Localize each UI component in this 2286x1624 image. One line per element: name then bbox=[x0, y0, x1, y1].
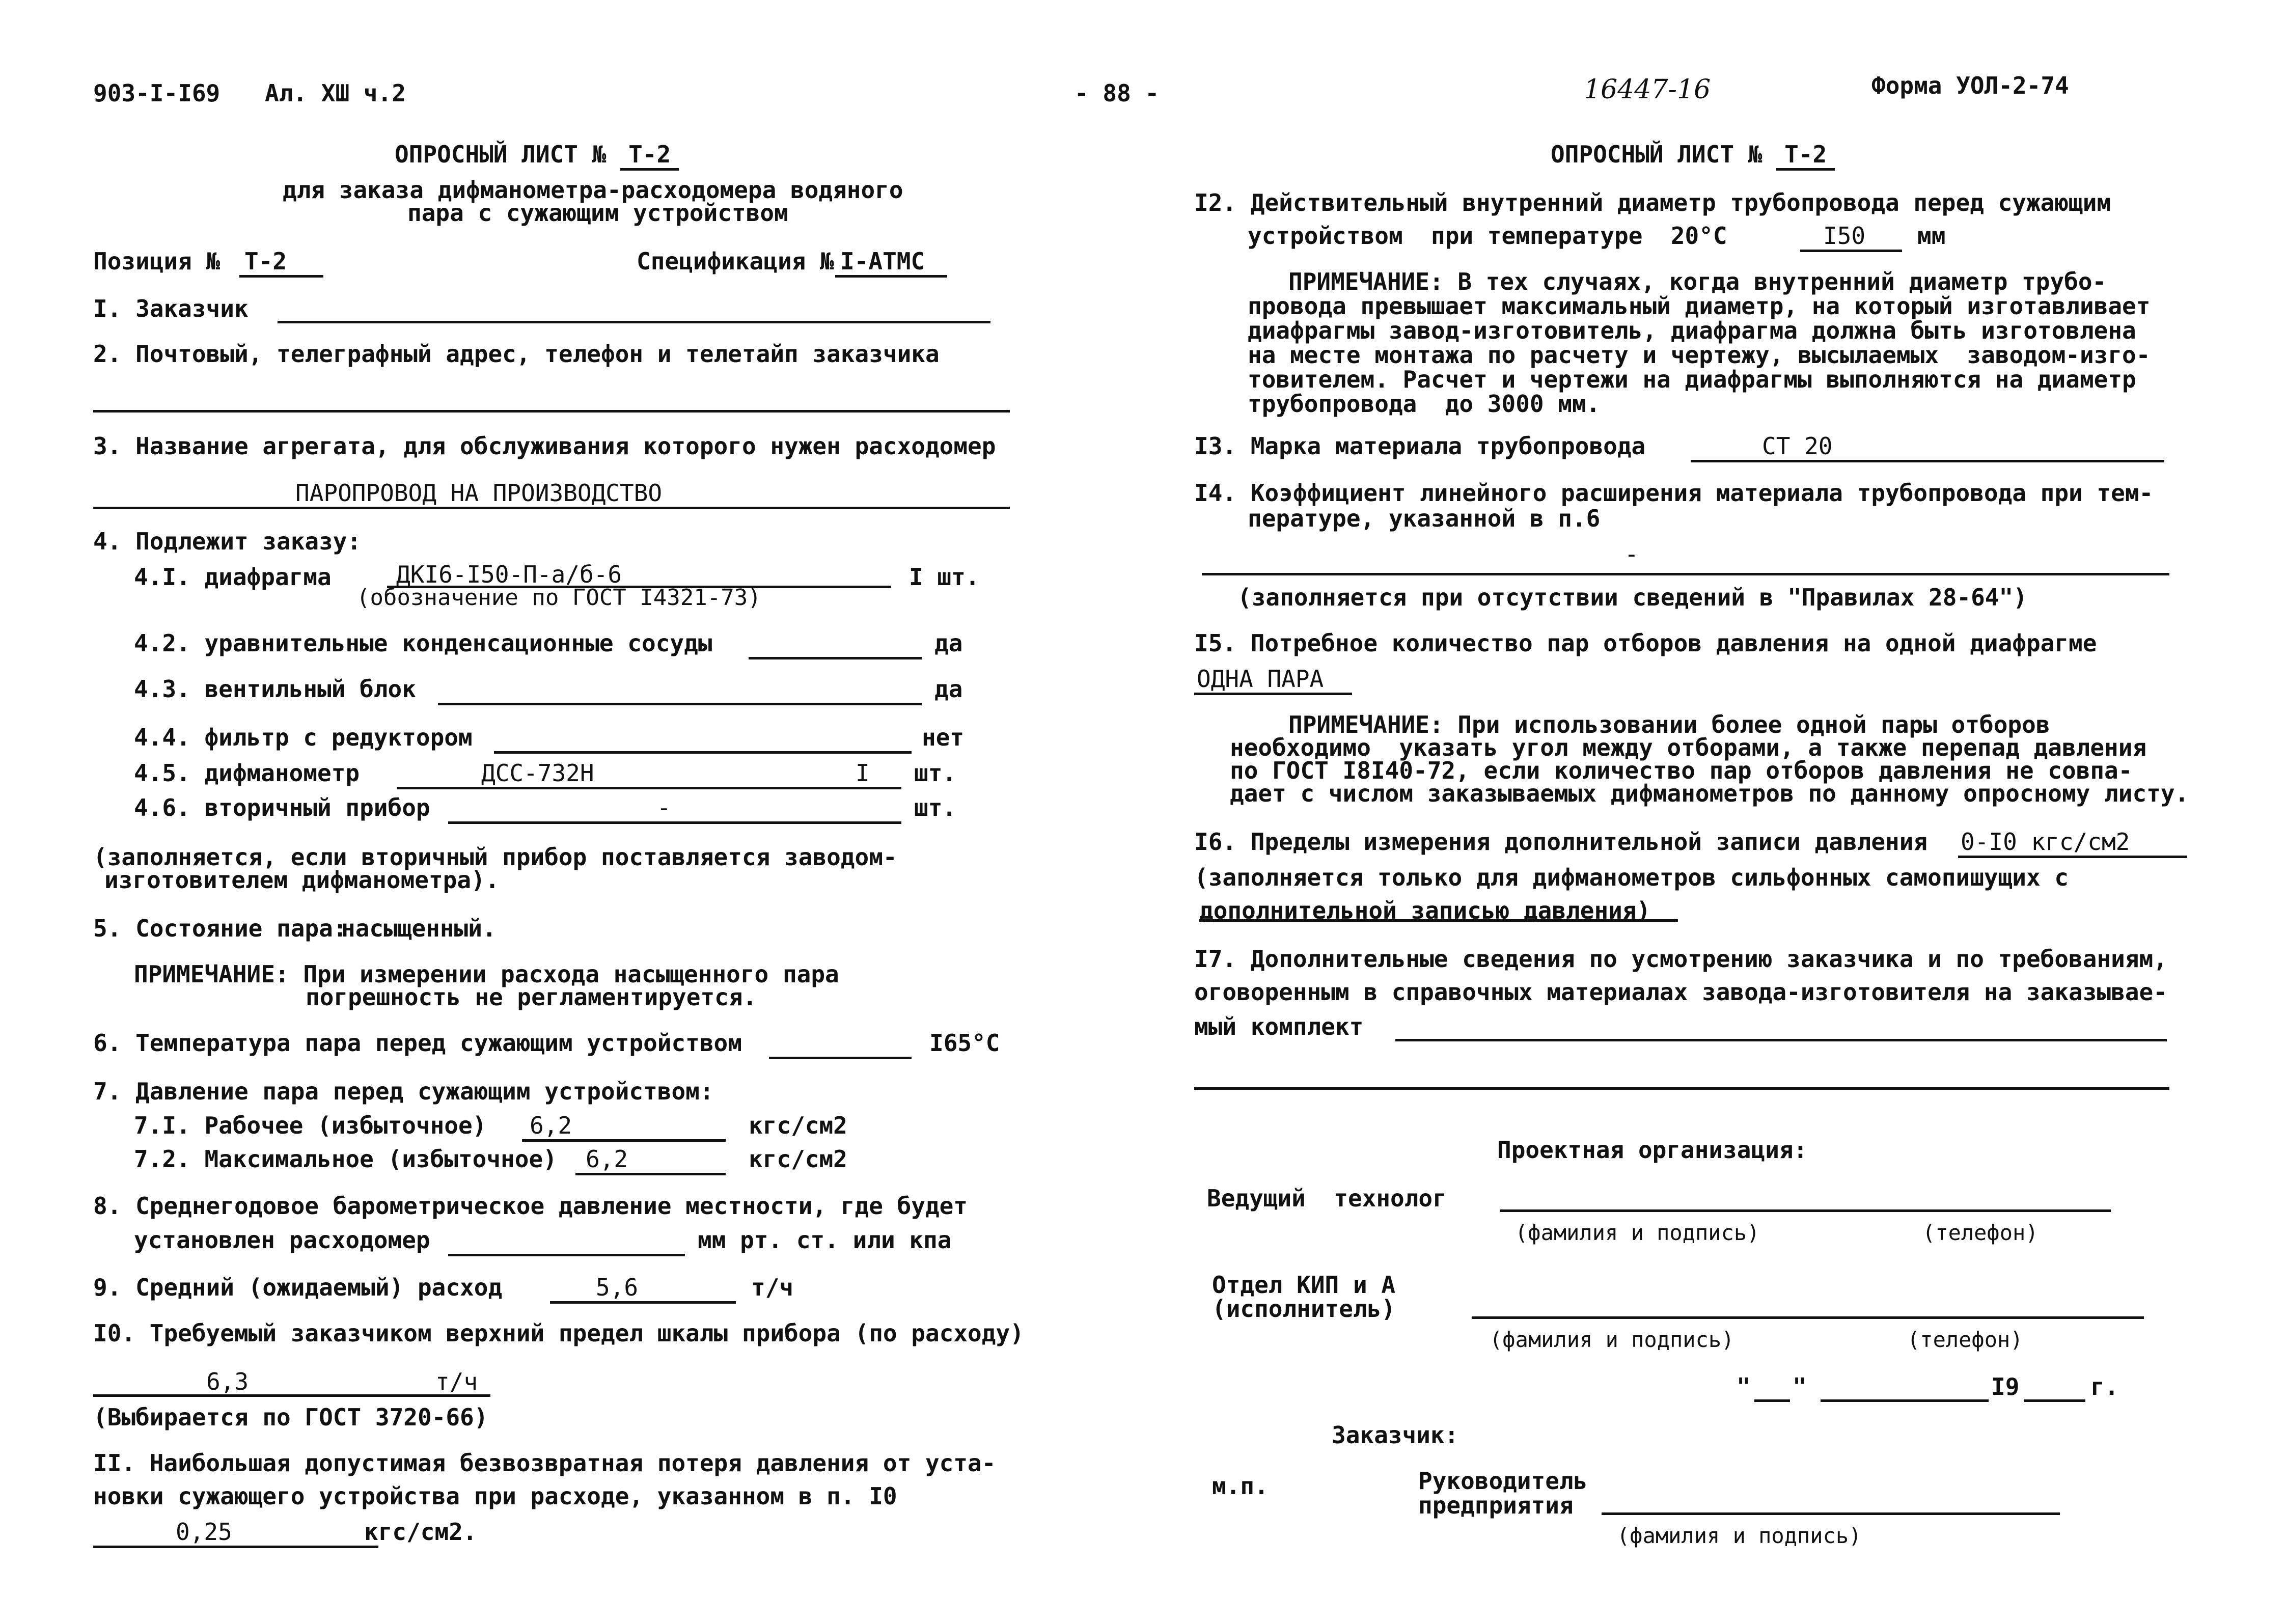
item-12-value: I50 bbox=[1823, 222, 1866, 250]
item-10-unit: т/ч bbox=[435, 1368, 478, 1395]
item-4-5-value: ДСС-732Н bbox=[481, 759, 594, 787]
spec-value: I-АТМС bbox=[840, 247, 925, 275]
item-4-order: 4. Подлежит заказу: bbox=[93, 528, 362, 555]
lead-tech-name-caption: (фамилия и подпись) bbox=[1515, 1220, 1760, 1245]
item-16-line bbox=[1958, 856, 2187, 858]
dept-phone-caption: (телефон) bbox=[1907, 1327, 2023, 1352]
item-16-note-underline bbox=[1199, 919, 1678, 922]
note-c-line-3: диафрагмы завод-изготовитель, диафрагма должна быть изготовлена bbox=[1248, 317, 2136, 344]
item-10-value: 6,3 bbox=[206, 1368, 249, 1395]
item-4-2-label: 4.2. уравнительные конденсационные сосуды bbox=[134, 629, 712, 657]
item-4-2-line bbox=[749, 657, 922, 659]
item-17-line-3: мый комплект bbox=[1194, 1013, 1364, 1040]
item-17-line bbox=[1395, 1039, 2167, 1041]
item-13-line bbox=[1691, 460, 2164, 462]
item-4-5-label: 4.5. дифманометр bbox=[134, 759, 360, 787]
note-c-line-4: на месте монтажа по расчету и чертежу, высылаемых заводом-изго- bbox=[1248, 341, 2151, 369]
item-1-customer: I. Заказчик bbox=[93, 295, 249, 322]
head-signature-caption: (фамилия и подпись) bbox=[1617, 1523, 1862, 1548]
item-4-3-label: 4.3. вентильный блок bbox=[134, 675, 416, 703]
item-14-value: - bbox=[1624, 540, 1639, 568]
item-4-1-note: (обозначение по ГОСТ I4321-73) bbox=[356, 585, 761, 611]
right-title bbox=[1551, 143, 1835, 166]
album-reference: Ал. XШ ч.2 bbox=[265, 79, 406, 107]
item-4-6-value: - bbox=[657, 794, 671, 821]
note-b-line-1: ПРИМЕЧАНИЕ: При измерении расхода насыщенного пара bbox=[134, 960, 839, 988]
item-2-line bbox=[93, 410, 1010, 412]
item-13-value: СТ 20 bbox=[1762, 432, 1833, 460]
customer-heading: Заказчик: bbox=[1332, 1421, 1459, 1449]
note-d-line-3: по ГОСТ I8I40-72, если количество пар отборов давления не совпа- bbox=[1230, 757, 2133, 784]
note-a-line-2: изготовителем дифманометра). bbox=[104, 866, 500, 894]
item-4-1-qty: I шт. bbox=[909, 563, 980, 591]
item-12-line-2: устройством при температуре 20°С bbox=[1248, 222, 1727, 250]
page-number: - 88 - bbox=[1075, 79, 1160, 107]
item-10-line bbox=[93, 1394, 490, 1397]
item-11-value: 0,25 bbox=[176, 1518, 232, 1546]
document-code: 903-I-I69 bbox=[93, 79, 221, 107]
dept-name-caption: (фамилия и подпись) bbox=[1490, 1327, 1734, 1352]
item-16-note-1: (заполняется только для дифманометров сильфонных самопишущих с bbox=[1194, 864, 2069, 891]
item-5-value: насыщенный. bbox=[341, 915, 497, 942]
design-org-heading: Проектная организация: bbox=[1497, 1136, 1808, 1164]
left-subtitle-2: пара с сужающим устройством bbox=[407, 199, 788, 227]
item-11-line-1: II. Наибольшая допустимая безвозвратная потеря давления от уста- bbox=[93, 1449, 996, 1477]
item-4-4-line bbox=[494, 751, 912, 754]
item-7-1-label: 7.I. Рабочее (избыточное) bbox=[134, 1112, 487, 1139]
item-4-1-label: 4.I. диафрагма bbox=[134, 563, 332, 591]
note-d-line-4: дает с числом заказываемых дифманометров по данному опросному листу. bbox=[1230, 780, 2189, 807]
stamp-place: м.п. bbox=[1212, 1472, 1269, 1500]
form-code: Форма УОЛ-2-74 bbox=[1871, 72, 2069, 99]
item-12-line-1: I2. Действительный внутренний диаметр трубопровода перед сужающим bbox=[1194, 189, 2111, 216]
dept-kip-role: (исполнитель) bbox=[1212, 1295, 1396, 1323]
left-title-number: Т-2 bbox=[620, 141, 679, 171]
date-year-prefix: I9 bbox=[1991, 1373, 2020, 1400]
item-8-line-1: 8. Среднегодовое барометрическое давление местности, где будет bbox=[93, 1192, 968, 1220]
item-4-1-value: ДКI6-I50-П-а/б-6 bbox=[396, 561, 622, 588]
right-title-label: ОПРОСНЫЙ ЛИСТ № bbox=[1551, 141, 1762, 168]
item-16-note-2: дополнительной записью давления) bbox=[1199, 897, 1651, 924]
head-label-2: предприятия bbox=[1418, 1492, 1574, 1519]
item-8-line bbox=[448, 1254, 685, 1256]
item-4-6-label: 4.6. вторичный прибор bbox=[134, 794, 430, 821]
note-c-line-5: товителем. Расчет и чертежи на диафрагмы выполняются на диаметр bbox=[1248, 366, 2136, 393]
item-9-unit: т/ч bbox=[751, 1274, 794, 1301]
date-quote-close: " bbox=[1793, 1373, 1807, 1400]
item-14-line bbox=[1202, 573, 2169, 575]
item-15-line bbox=[1194, 693, 1352, 695]
date-year-line bbox=[2024, 1399, 2085, 1402]
note-c-line-1: ПРИМЕЧАНИЕ: В тех случаях, когда внутренний диаметр трубо- bbox=[1288, 268, 2107, 295]
position-underline bbox=[239, 275, 323, 278]
item-4-6-line bbox=[448, 821, 901, 824]
item-7-2-value: 6,2 bbox=[586, 1145, 628, 1173]
note-d-line-2: необходимо указать угол между отборами, а также перепад давления bbox=[1230, 734, 2147, 761]
right-title-number: Т-2 bbox=[1776, 141, 1835, 171]
item-6-line bbox=[769, 1057, 912, 1059]
item-5-label: 5. Состояние пара: bbox=[93, 915, 347, 942]
item-16-value: 0-I0 кгс/см2 bbox=[1961, 828, 2130, 856]
item-1-line bbox=[278, 321, 990, 323]
item-7-2-unit: кгс/см2 bbox=[749, 1145, 847, 1173]
item-12-line bbox=[1800, 250, 1902, 252]
item-6-value: I65°С bbox=[929, 1029, 1000, 1057]
item-4-4-value: нет bbox=[922, 724, 965, 751]
item-6-label: 6. Температура пара перед сужающим устройством bbox=[93, 1029, 742, 1057]
item-14-note: (заполняется при отсутствии сведений в "Правилах 28-64") bbox=[1237, 584, 2027, 611]
item-17-line-2: оговоренным в справочных материалах завода-изготовителя на заказывае- bbox=[1194, 978, 2167, 1006]
item-16-label: I6. Пределы измерения дополнительной записи давления bbox=[1194, 828, 1928, 856]
dept-kip-label: Отдел КИП и А bbox=[1212, 1271, 1396, 1299]
dept-signature-line bbox=[1472, 1316, 2144, 1319]
item-17-line-1: I7. Дополнительные сведения по усмотрению заказчика и по требованиям, bbox=[1194, 945, 2167, 973]
note-c-line-2: провода превышает максимальный диаметр, на который изготавливает bbox=[1248, 292, 2151, 320]
left-title bbox=[395, 143, 679, 166]
date-suffix: г. bbox=[2090, 1373, 2119, 1400]
item-8-unit: мм рт. ст. или кпа bbox=[698, 1226, 952, 1254]
item-3-line bbox=[93, 507, 1010, 509]
item-14-line-2: пературе, указанной в п.6 bbox=[1248, 505, 1601, 532]
head-label-1: Руководитель bbox=[1418, 1467, 1588, 1495]
item-7-1-value: 6,2 bbox=[530, 1112, 572, 1139]
left-subtitle-1: для заказа дифманометра-расходомера водяного bbox=[283, 176, 903, 204]
item-3-value: ПАРОПРОВОД НА ПРОИЗВОДСТВО bbox=[295, 479, 663, 507]
item-4-5-qty: I bbox=[856, 759, 870, 787]
item-4-6-unit: шт. bbox=[914, 794, 957, 821]
item-2-address: 2. Почтовый, телеграфный адрес, телефон и телетайп заказчика bbox=[93, 340, 940, 368]
spec-underline bbox=[835, 275, 947, 278]
item-7-2-line bbox=[575, 1173, 726, 1175]
item-3-unit: 3. Название агрегата, для обслуживания которого нужен расходомер bbox=[93, 432, 996, 460]
item-11-unit: кгс/см2. bbox=[364, 1518, 477, 1546]
date-day-line bbox=[1754, 1399, 1790, 1402]
item-11-line bbox=[93, 1546, 378, 1548]
item-9-line bbox=[550, 1301, 736, 1304]
position-label: Позиция № bbox=[93, 247, 221, 275]
item-7-pressure: 7. Давление пара перед сужающим устройством: bbox=[93, 1078, 714, 1105]
item-8-line-2: установлен расходомер bbox=[134, 1226, 430, 1254]
item-10-scale: I0. Требуемый заказчиком верхний предел шкалы прибора (по расходу) bbox=[93, 1319, 1024, 1347]
item-13-label: I3. Марка материала трубопровода bbox=[1194, 432, 1646, 460]
head-signature-line bbox=[1602, 1512, 2060, 1515]
date-month-line bbox=[1821, 1399, 1989, 1402]
left-title-label: ОПРОСНЫЙ ЛИСТ № bbox=[395, 141, 607, 168]
note-b-line-2: погрешность не регламентируется. bbox=[306, 983, 757, 1011]
item-7-2-label: 7.2. Максимальное (избыточное) bbox=[134, 1145, 557, 1173]
lead-technologist: Ведущий технолог bbox=[1207, 1185, 1447, 1212]
item-15-value: ОДНА ПАРА bbox=[1197, 665, 1324, 693]
lead-tech-phone-caption: (телефон) bbox=[1922, 1220, 2039, 1245]
item-9-value: 5,6 bbox=[596, 1274, 639, 1301]
item-4-5-line bbox=[397, 787, 901, 789]
item-15-pairs: I5. Потребное количество пар отборов давления на одной диафрагме bbox=[1194, 629, 2097, 657]
item-4-3-line bbox=[438, 703, 922, 705]
item-9-label: 9. Средний (ожидаемый) расход bbox=[93, 1274, 503, 1301]
item-10-note: (Выбирается по ГОСТ 3720-66) bbox=[93, 1403, 488, 1431]
item-14-line-1: I4. Коэффициент линейного расширения материала трубопровода при тем- bbox=[1194, 479, 2154, 507]
note-c-line-6: трубопровода до 3000 мм. bbox=[1248, 390, 1601, 418]
handwritten-number: 16447-16 bbox=[1584, 74, 1711, 105]
item-17-line-full bbox=[1194, 1087, 2169, 1090]
item-7-1-line bbox=[522, 1139, 726, 1142]
item-11-line-2: новки сужающего устройства при расходе, указанном в п. I0 bbox=[93, 1482, 897, 1510]
item-4-3-value: да bbox=[934, 675, 963, 703]
note-d-line-1: ПРИМЕЧАНИЕ: При использовании более одной пары отборов bbox=[1288, 711, 2050, 738]
position-value: Т-2 bbox=[244, 247, 287, 275]
lead-tech-signature-line bbox=[1500, 1209, 2111, 1212]
item-12-unit: мм bbox=[1917, 222, 1946, 250]
item-7-1-unit: кгс/см2 bbox=[749, 1112, 847, 1139]
item-4-4-label: 4.4. фильтр с редуктором bbox=[134, 724, 473, 751]
spec-label: Спецификация № bbox=[637, 247, 834, 275]
note-a-line-1: (заполняется, если вторичный прибор поставляется заводом- bbox=[93, 843, 897, 871]
item-4-2-value: да bbox=[934, 629, 963, 657]
item-4-5-unit: шт. bbox=[914, 759, 957, 787]
date-quote-open: " bbox=[1737, 1373, 1751, 1400]
